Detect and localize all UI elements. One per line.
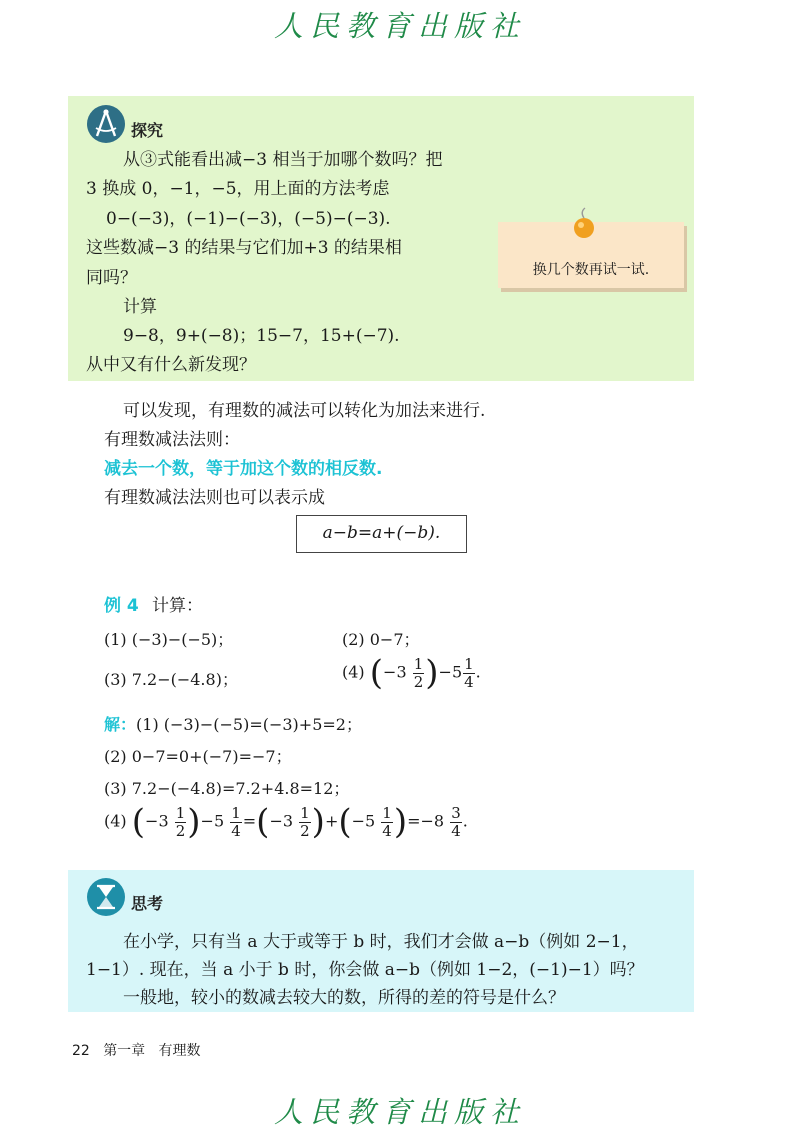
chapter-number: 第一章: [103, 1043, 146, 1059]
rule-formula: a−b=a+(−b).: [296, 515, 467, 553]
page-footer: [72, 1040, 201, 1060]
think-text-3: 一般地，较小的数减去较大的数，所得的差的符号是什么？: [123, 988, 565, 1008]
solution-1: 解：(1) (−3)−(−5)=(−3)+5=2；: [104, 715, 362, 734]
q4-term-b: −5: [438, 662, 463, 682]
example-label: 例 4: [104, 596, 139, 616]
explore-label: 探究: [131, 121, 164, 140]
example-instruction: 计算：: [152, 596, 203, 616]
pushpin-icon: [571, 206, 597, 244]
think-label: 思考: [131, 894, 164, 913]
question-1: (1) (−3)−(−5)；: [104, 630, 234, 649]
explore-text-6: 计算: [123, 297, 157, 317]
q4-term-a: −3: [383, 662, 407, 682]
solution-3: (3) 7.2−(−4.8)=7.2+4.8=12；: [104, 779, 350, 798]
solution-4: (4) (−3 $\frac{1}{2}$ )−5 $\frac{1}{4}$ =(−3 $\frac{1}{2}$ )+(−5 $\frac{1}{4}$ )=−8 $\frac{3}{4}$ .: [104, 802, 468, 842]
explore-text-3: 0−(−3)，(−1)−(−3)，(−5)−(−3).: [106, 209, 391, 229]
chapter-title: 有理数: [158, 1043, 201, 1059]
subtraction-rule: 减去一个数，等于加这个数的相反数.: [104, 459, 383, 479]
question-4-number: (4): [342, 662, 365, 682]
fraction: $\frac{1}{2}$: [413, 654, 424, 691]
page-number: 22: [72, 1043, 90, 1059]
explore-text-2: 3 换成 0，−1，−5，用上面的方法考虑: [86, 179, 390, 199]
sticky-note-text: 换几个数再试一试.: [532, 262, 650, 278]
explore-text-1: 从③式能看出减−3 相当于加哪个数吗？把: [123, 150, 443, 170]
question-3: (3) 7.2−(−4.8)；: [104, 670, 238, 689]
explore-text-7: 9−8，9+(−8)；15−7，15+(−7).: [123, 326, 400, 346]
body-text-3: 有理数减法法则也可以表示成: [104, 488, 325, 508]
solution-label: 解：: [104, 715, 137, 734]
solution-2: (2) 0−7=0+(−7)=−7；: [104, 747, 292, 766]
explore-text-4: 这些数减−3 的结果与它们加+3 的结果相: [86, 238, 402, 258]
publisher-logo-top: 人民教育出版社: [273, 9, 526, 43]
publisher-logo-bottom: 人民教育出版社: [273, 1095, 526, 1129]
explore-text-5: 同吗？: [86, 268, 137, 288]
body-text-1: 可以发现，有理数的减法可以转化为加法来进行.: [123, 401, 486, 421]
think-text-1: 在小学，只有当 a 大于或等于 b 时，我们才会做 a−b（例如 2−1，: [123, 932, 639, 952]
hourglass-icon: [86, 877, 126, 921]
compass-icon: [86, 104, 126, 148]
explore-text-8: 从中又有什么新发现？: [86, 355, 256, 375]
think-text-2: 1−1）. 现在，当 a 小于 b 时，你会做 a−b（例如 1−2，(−1)−1）吗？: [86, 960, 644, 980]
question-2: (2) 0−7；: [342, 630, 420, 649]
body-text-2: 有理数减法法则：: [104, 430, 240, 450]
fraction: $\frac{1}{4}$: [464, 654, 474, 691]
question-4: (4) (−3 $\frac{1}{2}$ )−5 $\frac{1}{4}$ .: [342, 653, 481, 693]
